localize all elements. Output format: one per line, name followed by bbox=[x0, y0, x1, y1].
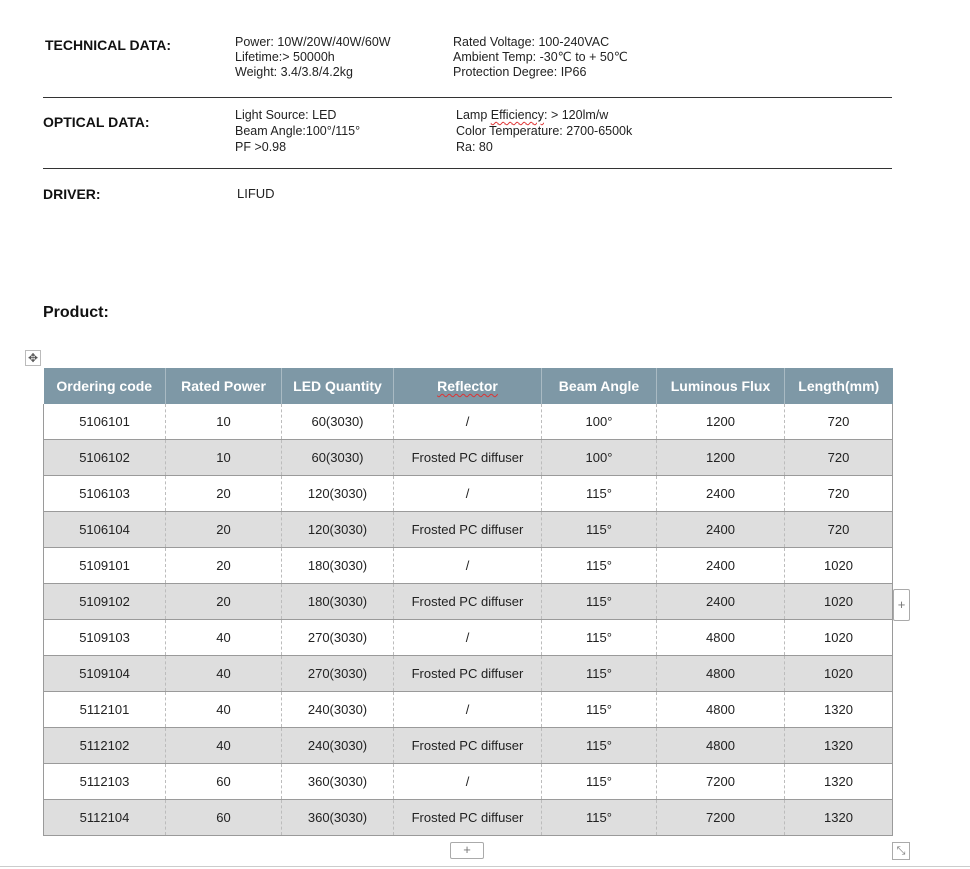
table-row bbox=[44, 548, 893, 584]
beam-angle-spec: Beam Angle:100°/115° bbox=[235, 124, 361, 138]
product-table bbox=[43, 368, 893, 836]
rated-power-cell[interactable]: 20 bbox=[166, 476, 282, 512]
ra-spec: Ra: 80 bbox=[456, 140, 493, 154]
rated-power-cell[interactable]: 40 bbox=[166, 692, 282, 728]
luminous-flux-cell[interactable]: 7200 bbox=[657, 764, 785, 800]
table-row bbox=[44, 512, 893, 548]
ordering-code-cell[interactable]: 5109102 bbox=[44, 584, 166, 620]
ordering-code-cell[interactable]: 5106101 bbox=[44, 404, 166, 440]
col-luminous-flux: Luminous Flux bbox=[657, 368, 785, 404]
technical-data-label: TECHNICAL DATA: bbox=[45, 37, 171, 53]
led-quantity-cell[interactable]: 240(3030) bbox=[282, 728, 394, 764]
led-quantity-cell[interactable]: 120(3030) bbox=[282, 476, 394, 512]
led-quantity-cell[interactable]: 360(3030) bbox=[282, 764, 394, 800]
table-row bbox=[44, 764, 893, 800]
reflector-cell[interactable]: / bbox=[394, 404, 542, 440]
col-rated-power: Rated Power bbox=[166, 368, 282, 404]
rated-power-cell[interactable]: 60 bbox=[166, 764, 282, 800]
luminous-flux-cell[interactable]: 4800 bbox=[657, 692, 785, 728]
led-quantity-cell[interactable]: 120(3030) bbox=[282, 512, 394, 548]
ordering-code-cell[interactable]: 5106103 bbox=[44, 476, 166, 512]
ordering-code-cell[interactable]: 5109101 bbox=[44, 548, 166, 584]
table-header-row bbox=[44, 368, 893, 404]
rated-power-cell[interactable]: 20 bbox=[166, 584, 282, 620]
table-row bbox=[44, 440, 893, 476]
beam-angle-cell[interactable]: 115° bbox=[542, 764, 657, 800]
rated-power-cell[interactable]: 20 bbox=[166, 548, 282, 584]
weight-spec: Weight: 3.4/3.8/4.2kg bbox=[235, 65, 353, 79]
length-cell[interactable]: 720 bbox=[785, 512, 893, 548]
col-beam-angle: Beam Angle bbox=[542, 368, 657, 404]
lifetime-spec: Lifetime:> 50000h bbox=[235, 50, 335, 64]
spellcheck-word[interactable]: Reflector bbox=[437, 378, 498, 394]
beam-angle-cell[interactable]: 115° bbox=[542, 512, 657, 548]
table-resize-handle-icon[interactable]: ⤡ bbox=[892, 842, 910, 860]
length-cell[interactable]: 720 bbox=[785, 440, 893, 476]
beam-angle-cell[interactable]: 115° bbox=[542, 584, 657, 620]
reflector-cell[interactable]: / bbox=[394, 764, 542, 800]
ambient-temp-spec: Ambient Temp: -30℃ to + 50℃ bbox=[453, 50, 628, 64]
beam-angle-cell[interactable]: 115° bbox=[542, 620, 657, 656]
table-row bbox=[44, 476, 893, 512]
length-cell[interactable]: 1020 bbox=[785, 548, 893, 584]
power-spec: Power: 10W/20W/40W/60W bbox=[235, 35, 391, 49]
col-ordering-code: Ordering code bbox=[44, 368, 166, 404]
color-temperature-spec: Color Temperature: 2700-6500k bbox=[456, 124, 633, 138]
ordering-code-cell[interactable]: 5112103 bbox=[44, 764, 166, 800]
led-quantity-cell[interactable]: 180(3030) bbox=[282, 584, 394, 620]
table-row bbox=[44, 728, 893, 764]
lamp-efficiency-value: : > 120lm/w bbox=[544, 108, 609, 122]
beam-angle-cell[interactable]: 115° bbox=[542, 548, 657, 584]
table-row bbox=[44, 656, 893, 692]
luminous-flux-cell[interactable]: 4800 bbox=[657, 728, 785, 764]
rated-power-cell[interactable]: 10 bbox=[166, 404, 282, 440]
luminous-flux-cell[interactable]: 1200 bbox=[657, 440, 785, 476]
driver-label: DRIVER: bbox=[43, 186, 101, 202]
protection-degree-spec: Protection Degree: IP66 bbox=[453, 65, 587, 79]
ordering-code-cell[interactable]: 5112101 bbox=[44, 692, 166, 728]
beam-angle-cell[interactable]: 100° bbox=[542, 404, 657, 440]
ordering-code-cell[interactable]: 5109103 bbox=[44, 620, 166, 656]
ordering-code-cell[interactable]: 5109104 bbox=[44, 656, 166, 692]
length-cell[interactable]: 1320 bbox=[785, 800, 893, 836]
col-led-quantity: LED Quantity bbox=[282, 368, 394, 404]
rated-power-cell[interactable]: 40 bbox=[166, 620, 282, 656]
ordering-code-cell[interactable]: 5112104 bbox=[44, 800, 166, 836]
add-row-button[interactable]: + bbox=[450, 842, 484, 859]
led-quantity-cell[interactable]: 270(3030) bbox=[282, 656, 394, 692]
length-cell[interactable]: 1020 bbox=[785, 584, 893, 620]
table-row bbox=[44, 584, 893, 620]
ordering-code-cell[interactable]: 5106102 bbox=[44, 440, 166, 476]
section-divider bbox=[43, 168, 892, 169]
led-quantity-cell[interactable]: 60(3030) bbox=[282, 440, 394, 476]
reflector-cell[interactable]: Frosted PC diffuser bbox=[394, 440, 542, 476]
length-cell[interactable]: 1320 bbox=[785, 692, 893, 728]
lamp-efficiency-prefix: Lamp bbox=[456, 108, 491, 122]
rated-power-cell[interactable]: 40 bbox=[166, 656, 282, 692]
section-divider bbox=[43, 97, 892, 98]
optical-spec-col2 bbox=[456, 107, 632, 155]
light-source-spec: Light Source: LED bbox=[235, 108, 337, 122]
reflector-cell[interactable]: Frosted PC diffuser bbox=[394, 584, 542, 620]
spellcheck-word[interactable]: Efficiency bbox=[490, 108, 545, 122]
table-row bbox=[44, 692, 893, 728]
luminous-flux-cell[interactable]: 2400 bbox=[657, 512, 785, 548]
beam-angle-cell[interactable]: 115° bbox=[542, 692, 657, 728]
luminous-flux-cell[interactable]: 2400 bbox=[657, 584, 785, 620]
beam-angle-cell[interactable]: 115° bbox=[542, 476, 657, 512]
reflector-cell[interactable]: Frosted PC diffuser bbox=[394, 512, 542, 548]
col-reflector bbox=[394, 368, 542, 404]
led-quantity-cell[interactable]: 60(3030) bbox=[282, 404, 394, 440]
table-row bbox=[44, 620, 893, 656]
luminous-flux-cell[interactable]: 4800 bbox=[657, 656, 785, 692]
luminous-flux-cell[interactable]: 1200 bbox=[657, 404, 785, 440]
add-column-button[interactable]: + bbox=[893, 589, 910, 621]
reflector-cell[interactable]: Frosted PC diffuser bbox=[394, 656, 542, 692]
reflector-cell[interactable]: / bbox=[394, 548, 542, 584]
beam-angle-cell[interactable]: 100° bbox=[542, 440, 657, 476]
ordering-code-cell[interactable]: 5112102 bbox=[44, 728, 166, 764]
length-cell[interactable]: 1320 bbox=[785, 728, 893, 764]
reflector-cell[interactable]: / bbox=[394, 620, 542, 656]
reflector-cell[interactable]: Frosted PC diffuser bbox=[394, 728, 542, 764]
luminous-flux-cell[interactable]: 7200 bbox=[657, 800, 785, 836]
technical-spec-col2 bbox=[453, 35, 628, 80]
led-quantity-cell[interactable]: 360(3030) bbox=[282, 800, 394, 836]
optical-spec-col1 bbox=[235, 107, 360, 155]
led-quantity-cell[interactable]: 240(3030) bbox=[282, 692, 394, 728]
table-row bbox=[44, 404, 893, 440]
length-cell[interactable]: 1020 bbox=[785, 620, 893, 656]
lamp-efficiency-spec bbox=[456, 107, 632, 123]
length-cell[interactable]: 720 bbox=[785, 476, 893, 512]
page-bottom-edge bbox=[0, 866, 970, 867]
beam-angle-cell[interactable]: 115° bbox=[542, 800, 657, 836]
product-heading: Product: bbox=[43, 304, 109, 321]
optical-data-label: OPTICAL DATA: bbox=[43, 114, 150, 130]
led-quantity-cell[interactable]: 270(3030) bbox=[282, 620, 394, 656]
pf-spec: PF >0.98 bbox=[235, 140, 287, 154]
table-move-handle-icon[interactable]: ✥ bbox=[25, 350, 41, 366]
length-cell[interactable]: 1320 bbox=[785, 764, 893, 800]
col-length: Length(mm) bbox=[785, 368, 893, 404]
rated-power-cell[interactable]: 20 bbox=[166, 512, 282, 548]
length-cell[interactable]: 720 bbox=[785, 404, 893, 440]
luminous-flux-cell[interactable]: 4800 bbox=[657, 620, 785, 656]
length-cell[interactable]: 1020 bbox=[785, 656, 893, 692]
rated-power-cell[interactable]: 10 bbox=[166, 440, 282, 476]
beam-angle-cell[interactable]: 115° bbox=[542, 728, 657, 764]
driver-value: LIFUD bbox=[237, 186, 275, 201]
luminous-flux-cell[interactable]: 2400 bbox=[657, 548, 785, 584]
reflector-cell[interactable]: / bbox=[394, 692, 542, 728]
luminous-flux-cell[interactable]: 2400 bbox=[657, 476, 785, 512]
reflector-cell[interactable]: / bbox=[394, 476, 542, 512]
technical-spec-col1 bbox=[235, 35, 391, 80]
beam-angle-cell[interactable]: 115° bbox=[542, 656, 657, 692]
rated-power-cell[interactable]: 40 bbox=[166, 728, 282, 764]
table-row bbox=[44, 800, 893, 836]
led-quantity-cell[interactable]: 180(3030) bbox=[282, 548, 394, 584]
rated-voltage-spec: Rated Voltage: 100-240VAC bbox=[453, 35, 610, 49]
rated-power-cell[interactable]: 60 bbox=[166, 800, 282, 836]
ordering-code-cell[interactable]: 5106104 bbox=[44, 512, 166, 548]
reflector-cell[interactable]: Frosted PC diffuser bbox=[394, 800, 542, 836]
